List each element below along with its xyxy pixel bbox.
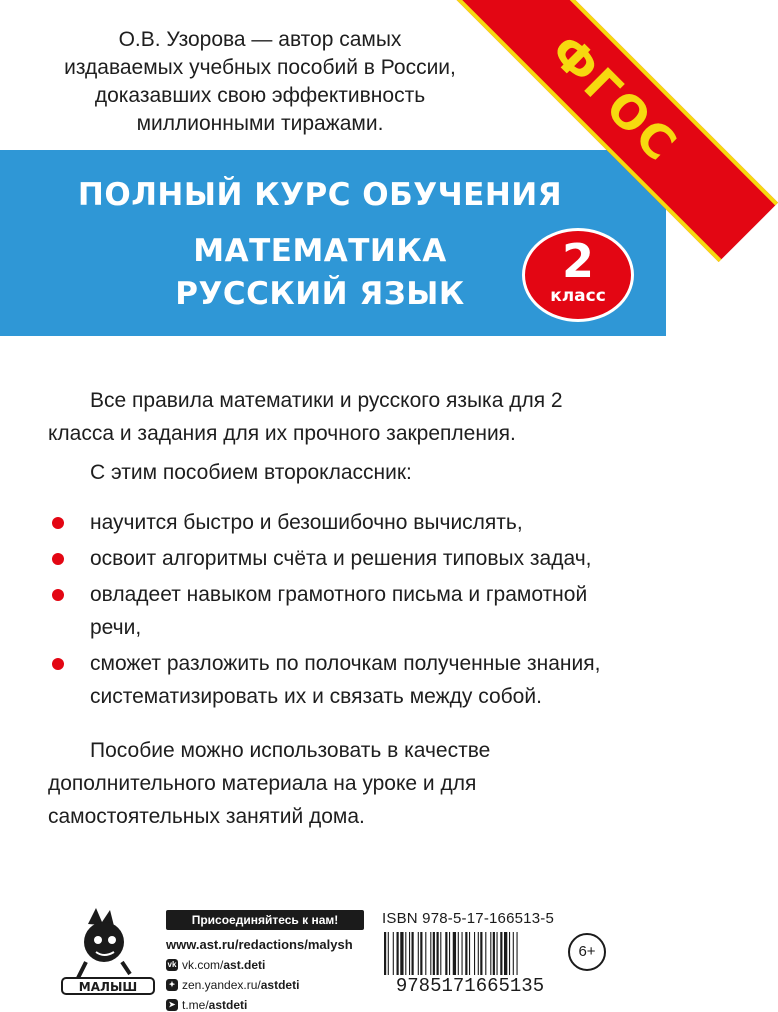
fgos-corner [366, 0, 689, 300]
subject-russian: РУССКИЙ ЯЗЫК [175, 276, 465, 312]
lead-paragraph: Все правила математики и русского языка для 2 класса и задания для их прочного закрепления. [48, 389, 563, 445]
intro-line: издаваемых учебных пособий в России, [64, 56, 456, 79]
social-block [166, 910, 364, 1012]
publisher-logo-icon [58, 904, 158, 996]
age-rating-badge: 6+ [568, 933, 606, 971]
intro-line: О.В. Узорова — автор самых [118, 28, 402, 51]
barcode-number: 9785171665135 [380, 975, 560, 997]
zen-icon: ✦ [166, 979, 178, 991]
social-prefix: zen.yandex.ru/ [182, 978, 261, 992]
with-this-paragraph: С этим пособием второклассник: [90, 461, 412, 484]
social-prefix: t.me/ [182, 998, 209, 1012]
list-item-text: сможет разложить по полочкам полученные знания, систематизировать их и связать между собой. [90, 652, 601, 708]
social-link-vk[interactable] [166, 958, 364, 972]
publisher-site-link[interactable]: www.ast.ru/redactions/malysh [166, 937, 353, 952]
grade-word: класс [550, 286, 606, 306]
fgos-ribbon: ФГОС [450, 0, 778, 262]
bullet-dot-icon [52, 553, 64, 565]
telegram-icon: ➤ [166, 999, 178, 1011]
intro-line: миллионными тиражами. [136, 112, 384, 135]
list-item [48, 506, 638, 539]
intro-line: доказавших свою эффективность [94, 84, 426, 107]
grade-number: 2 [561, 234, 594, 288]
benefits-list [48, 506, 638, 716]
social-handle: astdeti [260, 978, 300, 992]
list-item [48, 647, 638, 713]
join-us-banner: Присоединяйтесь к нам! [166, 910, 364, 930]
social-handle: ast.deti [223, 958, 266, 972]
bullet-dot-icon [52, 658, 64, 670]
list-item [48, 542, 638, 575]
list-item-text: научится быстро и безошибочно вычислять, [90, 511, 523, 534]
subject-math: МАТЕМАТИКА [193, 233, 447, 269]
vk-icon: vk [167, 960, 177, 969]
social-handle: astdeti [208, 998, 248, 1012]
course-title: ПОЛНЫЙ КУРС ОБУЧЕНИЯ [77, 177, 563, 213]
outro-paragraph: Пособие можно использовать в качестве дополнительного материала на уроке и для самостоятельных занятий дома. [48, 739, 491, 828]
social-link-telegram[interactable] [166, 998, 364, 1012]
social-link-zen[interactable] [166, 978, 364, 992]
list-item-text: овладеет навыком грамотного письма и грамотной речи, [90, 583, 588, 639]
social-prefix: vk.com/ [182, 958, 224, 972]
list-item-text: освоит алгоритмы счёта и решения типовых задач, [90, 547, 592, 570]
bullet-dot-icon [52, 589, 64, 601]
publisher-name: МАЛЫШ [78, 980, 138, 994]
isbn-label: ISBN 978-5-17-166513-5 [382, 910, 555, 927]
list-item [48, 578, 638, 644]
bullet-dot-icon [52, 517, 64, 529]
